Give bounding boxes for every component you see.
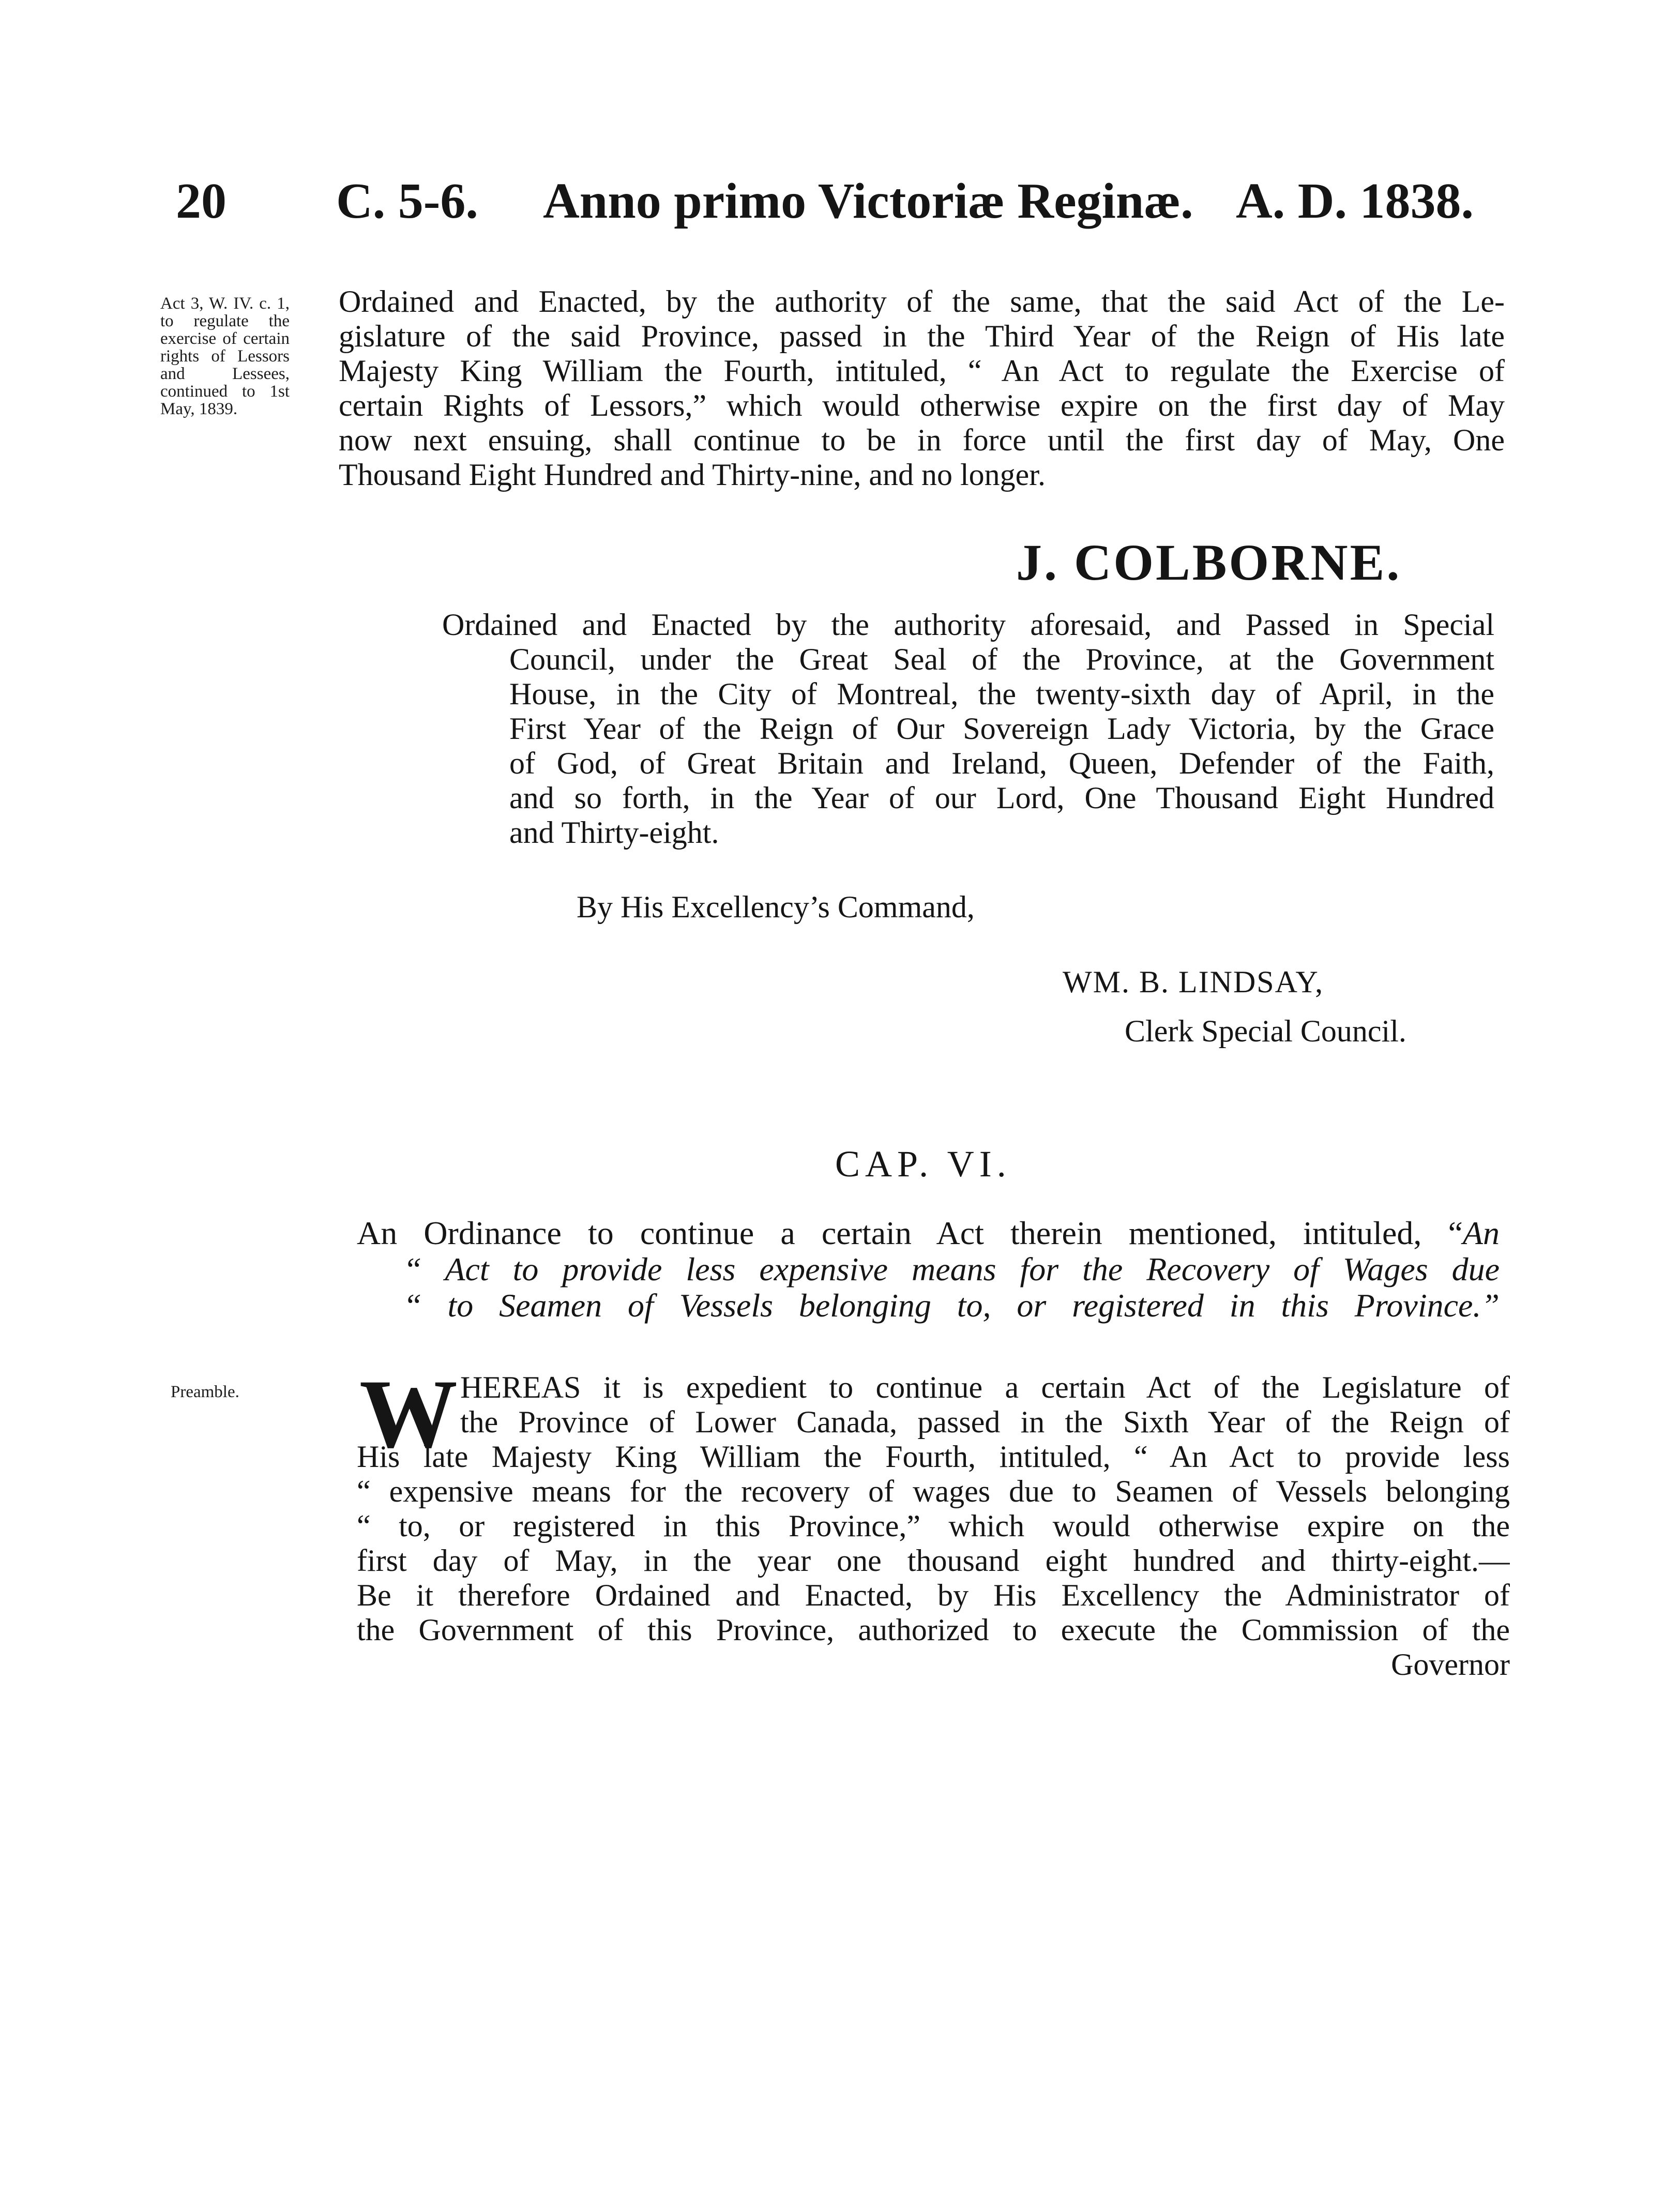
paragraph-line: HEREAS it is expedient to continue a certain Act of the Legislature of xyxy=(460,1370,1510,1404)
paragraph-line: Ordained and Enacted by the authority aforesaid, and Passed in Special xyxy=(442,608,1494,642)
running-title: Anno primo Victoriæ Reginæ. xyxy=(543,173,1193,229)
paragraph-line: certain Rights of Lessors,” which would otherwise expire on the first day of May xyxy=(339,388,1505,422)
drop-cap: W xyxy=(359,1360,458,1469)
chapter-heading: CAP. VI. xyxy=(835,1143,1011,1185)
ordinance-title xyxy=(357,1215,1500,1324)
passed-in-council-paragraph xyxy=(442,608,1494,850)
paragraph-line: Ordained and Enacted, by the authority of the same, that the said Act of the Le- xyxy=(339,284,1505,319)
paragraph-line: “ to, or registered in this Province,” which would otherwise expire on the xyxy=(357,1509,1510,1543)
ordinance-title-line xyxy=(357,1251,1500,1288)
margin-note-act: Act 3, W. IV. c. 1, to regulate the exercise of certain rights of Lessors and Lessees, continued to 1st May, 1839. xyxy=(160,294,290,418)
paragraph-line: the Province of Lower Canada, passed in the Sixth Year of the Reign of xyxy=(460,1405,1510,1439)
ordinance-title-italic: “ to Seamen of Vessels belonging to, or registered in this Province.” xyxy=(403,1288,1500,1324)
clerk-name: WM. B. LINDSAY, xyxy=(1063,965,1324,999)
paragraph-line: Majesty King William the Fourth, intituled, “ An Act to regulate the Exercise of xyxy=(339,354,1505,388)
paragraph-line: first day of May, in the year one thousand eight hundred and thirty-eight.— xyxy=(357,1543,1510,1578)
ordinance-title-italic: “ Act to provide less expensive means for the Recovery of Wages due xyxy=(403,1251,1500,1288)
paragraph-line: House, in the City of Montreal, the twenty-sixth day of April, in the xyxy=(509,677,1494,711)
margin-note-preamble: Preamble. xyxy=(171,1383,239,1401)
chapter-reference: C. 5-6. xyxy=(336,173,478,229)
paragraph-line: Be it therefore Ordained and Enacted, by His Excellency the Administrator of xyxy=(357,1578,1510,1612)
paragraph-line: His late Majesty King William the Fourth, intituled, “ An Act to provide less xyxy=(357,1440,1510,1474)
ordinance-title-line xyxy=(357,1288,1500,1324)
ordinance-title-roman: An Ordinance to continue a certain Act therein mentioned, intituled, “ xyxy=(357,1215,1463,1251)
paragraph-line: the Government of this Province, authorized to execute the Commission of the xyxy=(357,1613,1510,1647)
paragraph-line: Council, under the Great Seal of the Province, at the Government xyxy=(509,642,1494,676)
paragraph-line: “ expensive means for the recovery of wages due to Seamen of Vessels belonging xyxy=(357,1474,1510,1508)
paragraph-line: First Year of the Reign of Our Sovereign Lady Victoria, by the Grace xyxy=(509,712,1494,746)
paragraph-line: now next ensuing, shall continue to be in force until the first day of May, One xyxy=(339,423,1505,457)
clerk-title: Clerk Special Council. xyxy=(1125,1014,1406,1048)
command-line: By His Excellency’s Command, xyxy=(577,890,975,924)
paragraph-line: Thousand Eight Hundred and Thirty-nine, and no longer. xyxy=(339,458,1046,492)
catchword: Governor xyxy=(1391,1647,1510,1682)
page-number: 20 xyxy=(176,173,226,229)
preamble-paragraph xyxy=(357,1370,1510,1682)
paragraph-line: and so forth, in the Year of our Lord, One Thousand Eight Hundred xyxy=(509,781,1494,815)
ordinance-title-italic: An xyxy=(1462,1215,1500,1251)
governor-signature: J. COLBORNE. xyxy=(1016,534,1402,591)
paragraph-line: gislature of the said Province, passed in the Third Year of the Reign of His late xyxy=(339,319,1505,353)
paragraph-line: and Thirty-eight. xyxy=(509,815,719,850)
enacting-paragraph xyxy=(339,284,1505,492)
running-year: A. D. 1838. xyxy=(1236,173,1474,229)
ordinance-title-line xyxy=(357,1215,1500,1251)
paragraph-line: of God, of Great Britain and Ireland, Queen, Defender of the Faith, xyxy=(509,746,1494,780)
